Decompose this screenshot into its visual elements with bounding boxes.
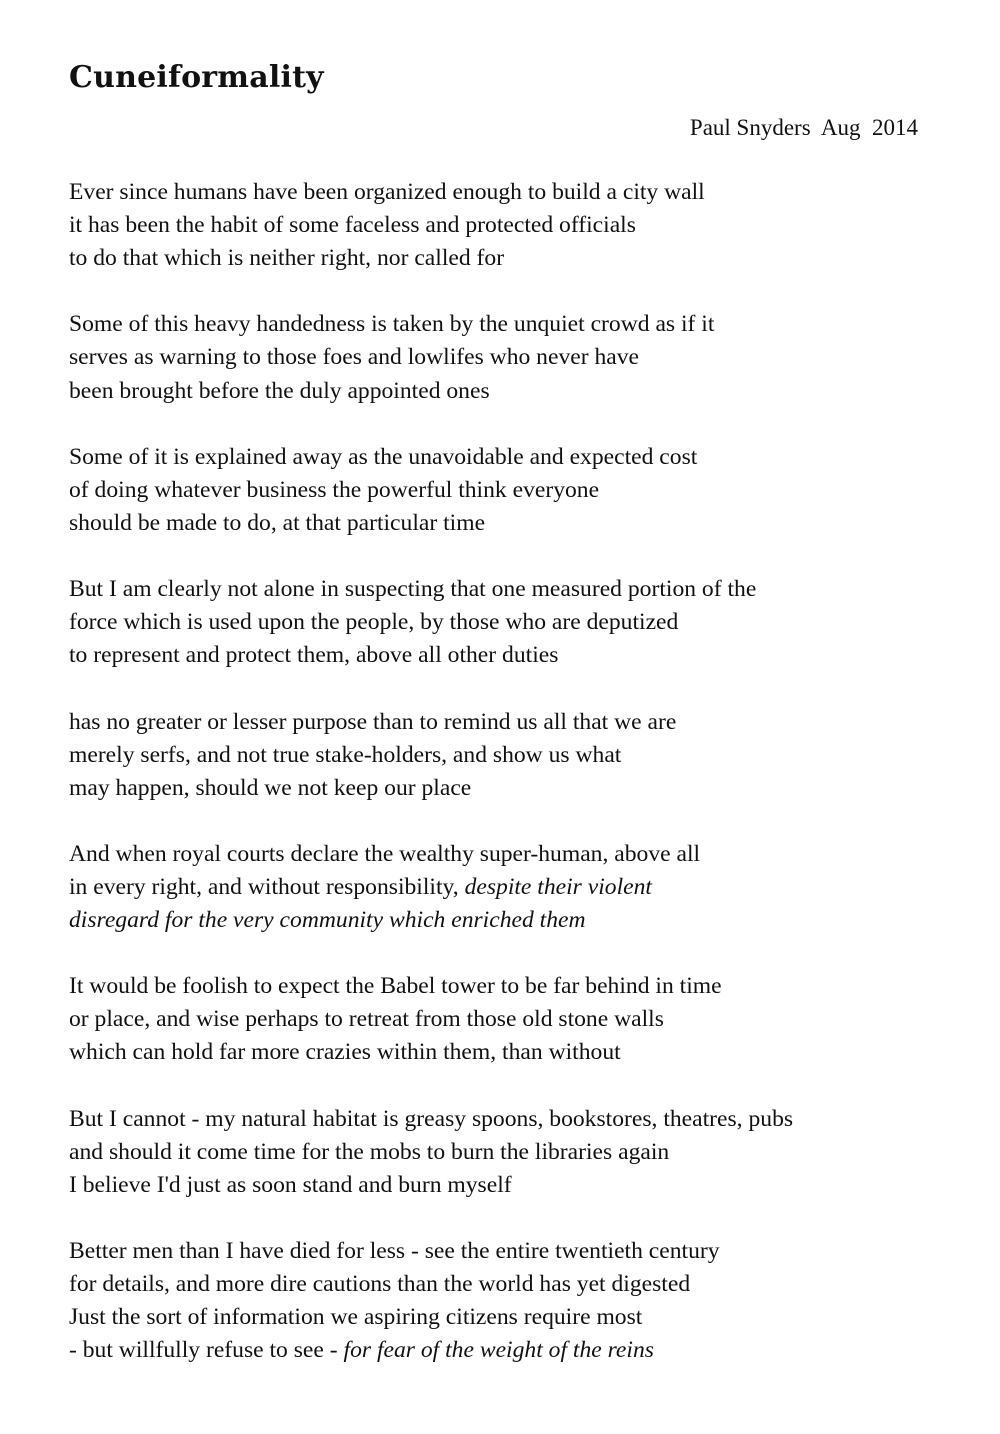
poem-line bbox=[69, 375, 969, 408]
poem-line bbox=[69, 1036, 969, 1069]
poem-line bbox=[69, 706, 969, 739]
poem-line bbox=[69, 341, 969, 374]
stanza bbox=[69, 970, 969, 1069]
poem-title: Cuneiformality bbox=[69, 60, 324, 95]
stanza bbox=[69, 573, 969, 672]
poem-line bbox=[69, 1003, 969, 1036]
italic-text: for fear of the weight of the reins bbox=[343, 1337, 654, 1364]
poem-line bbox=[69, 1136, 969, 1169]
poem-line bbox=[69, 209, 969, 242]
line-text: to represent and protect them, above all other duties bbox=[69, 642, 559, 669]
stanza bbox=[69, 1235, 969, 1367]
poem-line bbox=[69, 1169, 969, 1202]
line-text: And when royal courts declare the wealthy super-human, above all bbox=[69, 840, 701, 867]
italic-text: despite their violent bbox=[464, 873, 652, 900]
line-text: or place, and wise perhaps to retreat from those old stone walls bbox=[69, 1006, 664, 1033]
poem-line bbox=[69, 507, 969, 540]
poem-line bbox=[69, 639, 969, 672]
poem-body bbox=[69, 176, 969, 1400]
stanza bbox=[69, 441, 969, 540]
line-text: I believe I'd just as soon stand and burn myself bbox=[69, 1171, 512, 1198]
stanza bbox=[69, 706, 969, 805]
line-text: and should it come time for the mobs to burn the libraries again bbox=[69, 1138, 670, 1165]
poem-line bbox=[69, 1301, 969, 1334]
poem-line bbox=[69, 904, 969, 937]
line-text: Better men than I have died for less - see the entire twentieth century bbox=[69, 1238, 720, 1264]
line-text: force which is used upon the people, by those who are deputized bbox=[69, 609, 679, 636]
poem-line bbox=[69, 308, 969, 341]
line-text: serves as warning to those foes and lowlifes who never have bbox=[69, 344, 640, 371]
poem-line bbox=[69, 871, 969, 904]
line-text: Ever since humans have been organized enough to build a city wall bbox=[69, 179, 705, 205]
poem-line bbox=[69, 838, 969, 871]
line-text: to do that which is neither right, nor called for bbox=[69, 245, 505, 272]
line-text: for details, and more dire cautions than the world has yet digested bbox=[69, 1271, 691, 1298]
line-text: Some of it is explained away as the unavoidable and expected cost bbox=[69, 443, 698, 470]
poem-line bbox=[69, 739, 969, 772]
line-text: in every right, and without responsibility, bbox=[69, 873, 465, 900]
poem-line bbox=[69, 1334, 969, 1367]
poem-line bbox=[69, 606, 969, 639]
poem-line bbox=[69, 1235, 969, 1268]
poem-line bbox=[69, 474, 969, 507]
line-text: Just the sort of information we aspiring citizens require most bbox=[69, 1304, 643, 1331]
line-text: may happen, should we not keep our place bbox=[69, 774, 472, 801]
poem-line bbox=[69, 573, 969, 606]
line-text: It would be foolish to expect the Babel tower to be far behind in time bbox=[69, 973, 722, 1000]
line-text: merely serfs, and not true stake-holders, and show us what bbox=[69, 741, 622, 768]
line-text: it has been the habit of some faceless and protected officials bbox=[69, 212, 636, 239]
line-text: - but willfully refuse to see - bbox=[69, 1337, 344, 1364]
line-text: been brought before the duly appointed ones bbox=[69, 377, 490, 404]
stanza bbox=[69, 176, 969, 275]
line-text: has no greater or lesser purpose than to remind us all that we are bbox=[69, 708, 677, 735]
stanza bbox=[69, 1103, 969, 1202]
poem-line bbox=[69, 176, 969, 209]
poem-line bbox=[69, 242, 969, 275]
poem-line bbox=[69, 1103, 969, 1136]
line-text: should be made to do, at that particular time bbox=[69, 509, 486, 536]
italic-text: disregard for the very community which enriched them bbox=[69, 907, 586, 934]
line-text: of doing whatever business the powerful think everyone bbox=[69, 476, 600, 503]
author-date-byline: Paul Snyders Aug 2014 bbox=[689, 115, 918, 140]
line-text: But I am clearly not alone in suspecting that one measured portion of the bbox=[69, 576, 757, 603]
line-text: Some of this heavy handedness is taken by the unquiet crowd as if it bbox=[69, 311, 715, 338]
poem-line bbox=[69, 772, 969, 805]
line-text: But I cannot - my natural habitat is greasy spoons, bookstores, theatres, pubs bbox=[69, 1105, 794, 1132]
poem-line bbox=[69, 441, 969, 474]
line-text: which can hold far more crazies within them, than without bbox=[69, 1039, 621, 1066]
stanza bbox=[69, 838, 969, 937]
stanza bbox=[69, 308, 969, 407]
poem-line bbox=[69, 1268, 969, 1301]
poem-line bbox=[69, 970, 969, 1003]
